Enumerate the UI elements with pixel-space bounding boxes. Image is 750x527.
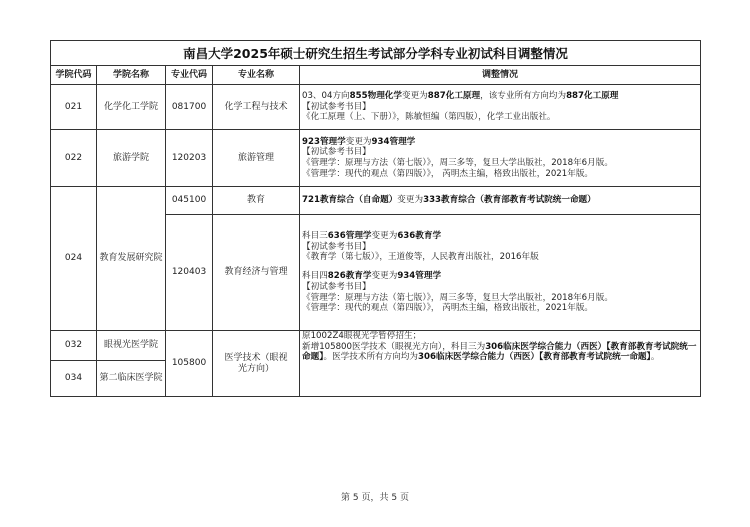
major-name: 旅游管理	[213, 130, 300, 187]
detail-line	[302, 195, 698, 206]
reference-book: 《教育学（第七版）》，王道俊等，人民教育出版社，2016年版	[302, 252, 539, 263]
detail-line	[302, 137, 698, 148]
old-subject: 826教育学	[327, 271, 372, 282]
detail-text: 科目三	[302, 231, 328, 242]
college-code: 021	[51, 85, 97, 130]
old-subject: 923管理学	[302, 136, 346, 147]
detail-cell	[300, 331, 701, 397]
header-college-name: 学院名称	[97, 66, 166, 85]
reference-heading: 【初试参考书目】	[302, 281, 371, 292]
old-subject: 721教育综合（自命题）	[302, 195, 398, 206]
detail-text: 变更为	[401, 90, 428, 101]
major-code: 081700	[166, 85, 213, 130]
reference-heading: 【初试参考书目】	[302, 101, 371, 112]
major-name: 医学技术（眼视光方向）	[213, 331, 300, 397]
detail-line	[302, 342, 698, 363]
header-major-code: 专业代码	[166, 66, 213, 85]
detail-line	[302, 271, 698, 282]
detail-text: 新增105800医学技术（眼视光方向），科目三为	[302, 341, 486, 352]
detail-text: 03、04方向	[302, 90, 350, 101]
detail-cell	[300, 85, 701, 130]
table-row	[51, 187, 701, 215]
new-subject: 306临床医学综合能力（西医）【教育部教育考试院统一命题】	[302, 341, 697, 363]
detail-cell	[300, 215, 701, 331]
header-major-name: 专业名称	[213, 66, 300, 85]
adjustment-table	[50, 40, 701, 397]
detail-text: 变更为	[371, 231, 398, 242]
college-code: 022	[51, 130, 97, 187]
major-name: 化学工程与技术	[213, 85, 300, 130]
new-subject: 934管理学	[397, 271, 442, 282]
college-name: 眼视光医学院	[97, 331, 166, 361]
reference-heading: 【初试参考书目】	[302, 147, 371, 158]
major-name: 教育经济与管理	[213, 215, 300, 331]
reference-book: 《化工原理（上、下册）》，陈敏恒编（第四版），化学工业出版社。	[302, 112, 556, 123]
new-subject: 306临床医学综合能力（西医）【教育部教育考试院统一命题】	[418, 352, 651, 363]
table-title: 南昌大学2025年硕士研究生招生考试部分学科专业初试科目调整情况	[51, 41, 701, 66]
reference-book: 《管理学：现代的观点（第四版）》， 芮明杰主编，格致出版社，2021年版。	[302, 168, 594, 179]
college-name: 第二临床医学院	[97, 361, 166, 397]
table-row	[51, 130, 701, 187]
table-row	[51, 331, 701, 361]
new-subject: 887化工原理	[427, 90, 481, 101]
college-code: 024	[51, 187, 97, 331]
new-subject: 934管理学	[371, 136, 416, 147]
detail-text: 变更为	[345, 136, 372, 147]
major-code: 045100	[166, 187, 213, 215]
detail-text: ，该专业所有方向均为	[480, 90, 567, 101]
college-code: 032	[51, 331, 97, 361]
detail-text: 。	[650, 352, 660, 363]
reference-book: 《管理学：现代的观点（第四版）》， 芮明杰主编，格致出版社，2021年版。	[302, 303, 594, 314]
header-row	[51, 66, 701, 85]
detail-text: 。医学技术所有方向均为	[323, 352, 419, 363]
detail-line: 原1002Z4眼视光学暂停招生；	[302, 331, 422, 341]
new-subject: 636教育学	[397, 231, 442, 242]
major-code: 105800	[166, 331, 213, 397]
major-code: 120203	[166, 130, 213, 187]
college-name: 旅游学院	[97, 130, 166, 187]
new-subject: 333教育综合（教育部教育考试院统一命题）	[423, 195, 596, 206]
major-code: 120403	[166, 215, 213, 331]
reference-heading: 【初试参考书目】	[302, 241, 371, 252]
old-subject: 636管理学	[327, 231, 372, 242]
detail-cell	[300, 130, 701, 187]
college-code: 034	[51, 361, 97, 397]
header-details: 调整情况	[300, 66, 701, 85]
spacer	[302, 263, 698, 271]
major-name: 教育	[213, 187, 300, 215]
college-name: 化学化工学院	[97, 85, 166, 130]
detail-line	[302, 231, 698, 242]
page-footer: 第 5 页，共 5 页	[341, 493, 409, 503]
reference-book: 《管理学：原理与方法（第七版）》，周三多等，复旦大学出版社，2018年6月版。	[302, 158, 613, 168]
reference-book: 《管理学：原理与方法（第七版）》，周三多等，复旦大学出版社，2018年6月版。	[302, 292, 613, 303]
header-college-code: 学院代码	[51, 66, 97, 85]
old-subject: 855物理化学	[349, 90, 402, 101]
detail-text: 变更为	[371, 271, 398, 282]
college-name: 教育发展研究院	[97, 187, 166, 331]
table-row	[51, 85, 701, 130]
detail-text: 科目四	[302, 271, 328, 282]
detail-cell	[300, 187, 701, 215]
detail-text: 变更为	[397, 195, 424, 206]
detail-line	[302, 91, 698, 102]
new-subject: 887化工原理	[566, 90, 619, 101]
